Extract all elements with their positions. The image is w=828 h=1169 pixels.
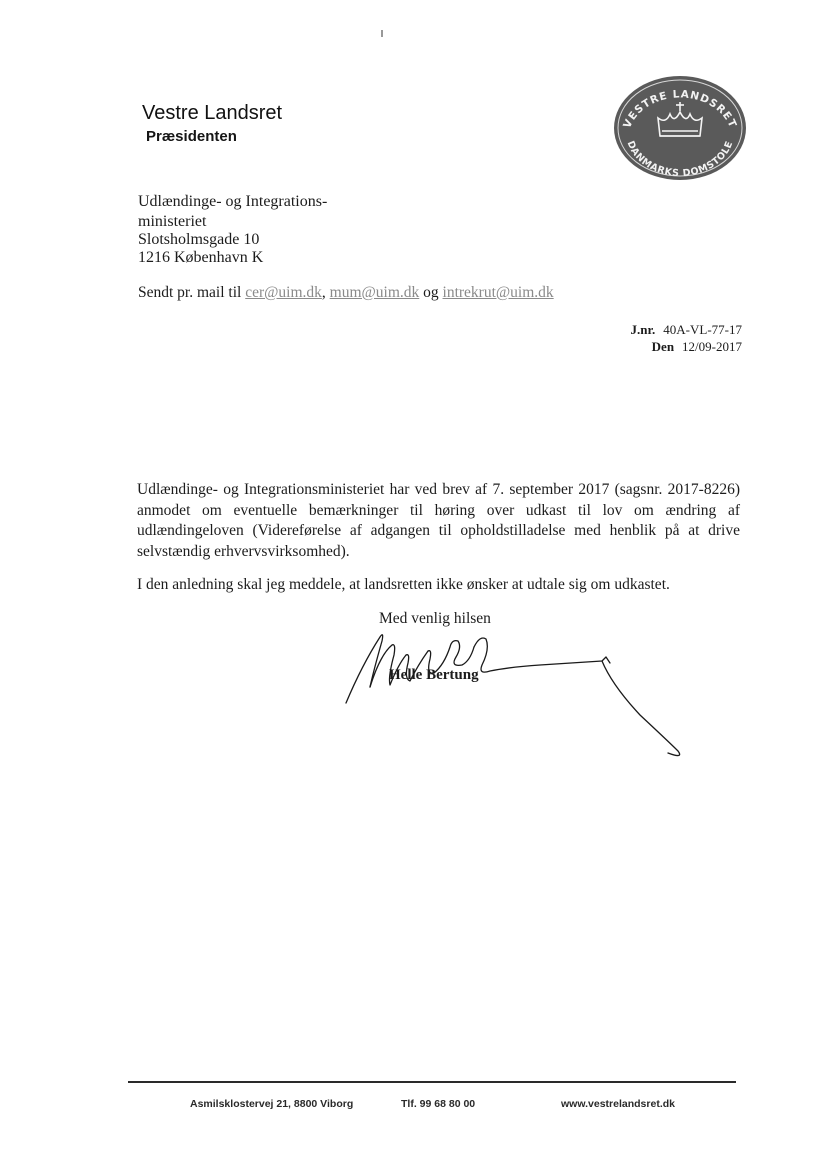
- footer-website-link[interactable]: www.vestrelandsret.dk: [561, 1098, 675, 1110]
- sent-prefix: Sendt pr. mail til: [138, 284, 242, 301]
- email-link-mum[interactable]: mum@uim.dk: [329, 284, 420, 301]
- court-seal-icon: [612, 74, 748, 182]
- email-link-cer[interactable]: cer@uim.dk: [245, 284, 322, 301]
- journal-number: [630, 322, 742, 338]
- sent-by-mail: [138, 284, 554, 302]
- seal-bottom-text: DANMARKS DOMSTOLE: [624, 139, 736, 180]
- court-office: Præsidenten: [146, 128, 237, 145]
- seal-top-text: VESTRE LANDSRET: [621, 88, 739, 131]
- letter-date-value: 12/09-2017: [682, 339, 742, 354]
- letter-date-label: Den: [651, 339, 675, 354]
- closing-greeting: Med venlig hilsen: [379, 610, 491, 627]
- email-link-intrekrut[interactable]: intrekrut@uim.dk: [442, 284, 554, 301]
- letter-date: [652, 339, 742, 355]
- footer-phone: Tlf. 99 68 80 00: [401, 1098, 476, 1110]
- court-name: Vestre Landsret: [142, 102, 283, 124]
- scan-mark: [381, 30, 383, 37]
- email-separator: ,: [321, 284, 326, 301]
- recipient-line: ministeriet: [138, 213, 207, 230]
- journal-number-label: J.nr.: [630, 322, 656, 337]
- recipient-line: 1216 København K: [138, 249, 264, 266]
- recipient-line: Slotsholmsgade 10: [138, 231, 260, 248]
- email-conjunction: og: [423, 284, 439, 301]
- body-paragraph-2: I den anledning skal jeg meddele, at landsretten ikke ønsker at udtale sig om udkastet.: [137, 576, 670, 593]
- recipient-line: Udlændinge- og Integrations-: [138, 193, 328, 210]
- footer-address: Asmilsklostervej 21, 8800 Viborg: [190, 1098, 354, 1110]
- handwritten-signature: [340, 625, 690, 775]
- signer-name: Helle Bertung: [389, 667, 479, 683]
- journal-number-value: 40A-VL-77-17: [663, 322, 742, 337]
- body-paragraph-1: Udlændinge- og Integrationsministeriet har ved brev af 7. september 2017 (sagsnr. 2017-8226) anmodet om eventuelle bemærkninger til høring over udkast til lov om ændring af udlændingeloven (Videreførelse af adgangen til opholdstilladelse med henblik på at drive selvstændig erhvervsvirksomhed).: [137, 481, 740, 560]
- footer-divider: [128, 1081, 736, 1083]
